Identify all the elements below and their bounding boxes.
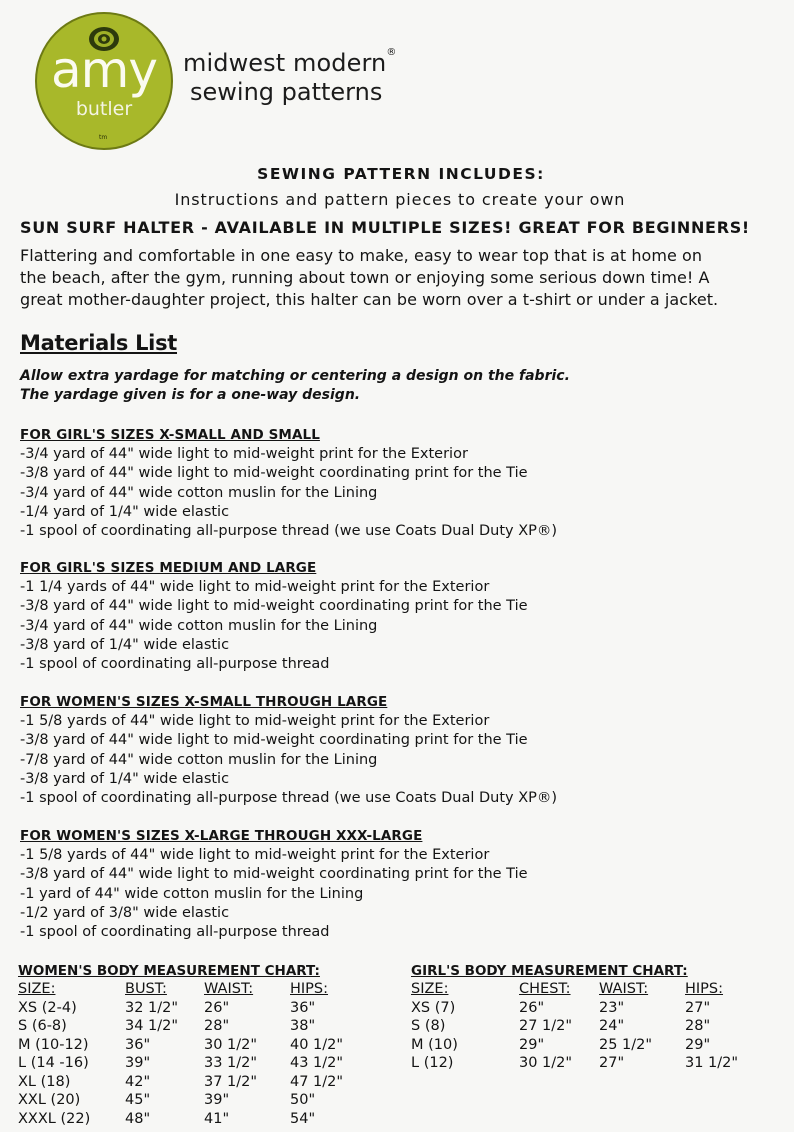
column-header: WAIST: bbox=[599, 981, 649, 997]
section-heading: FOR GIRL'S SIZES MEDIUM AND LARGE bbox=[20, 560, 317, 576]
logo-amy-text: amy bbox=[51, 41, 157, 99]
pattern-description bbox=[20, 245, 780, 311]
table-cell: 29" bbox=[519, 1036, 545, 1053]
material-item: -1 spool of coordinating all-purpose thread bbox=[20, 924, 330, 941]
table-cell: XL (18) bbox=[18, 1073, 71, 1090]
material-item: -1 5/8 yards of 44" wide light to mid-weight print for the Exterior bbox=[20, 713, 490, 730]
column-header: CHEST: bbox=[519, 981, 571, 997]
table-cell: L (12) bbox=[411, 1055, 454, 1071]
amy-butler-logo bbox=[35, 12, 173, 150]
yardage-note bbox=[20, 367, 570, 405]
girls-measurement-chart bbox=[411, 962, 749, 1073]
table-cell: 26" bbox=[204, 999, 230, 1016]
column-header: HIPS: bbox=[290, 981, 329, 997]
table-cell: 50" bbox=[290, 1092, 316, 1108]
logo-trademark: tm bbox=[99, 134, 108, 141]
column-header: WAIST: bbox=[204, 981, 254, 997]
material-item: -1 yard of 44" wide cotton muslin for the Lining bbox=[20, 885, 364, 902]
column-header: HIPS: bbox=[685, 981, 724, 997]
material-item: -3/8 yard of 1/4" wide elastic bbox=[20, 636, 230, 653]
table-cell: 47 1/2" bbox=[290, 1073, 344, 1090]
table-cell: 45" bbox=[125, 1092, 151, 1108]
table-cell: 28" bbox=[685, 1018, 711, 1034]
brand-line-2: sewing patterns bbox=[190, 78, 383, 106]
table-header-row bbox=[411, 980, 749, 999]
table-row bbox=[18, 1054, 350, 1073]
table-cell: 31 1/2" bbox=[685, 1055, 739, 1071]
column-header: SIZE: bbox=[411, 981, 449, 997]
material-item: -3/8 yard of 44" wide light to mid-weight coordinating print for the Tie bbox=[20, 866, 528, 883]
materials-section-womens-xs-l bbox=[20, 693, 557, 808]
girls-measurement-table bbox=[411, 980, 749, 1073]
registered-mark: ® bbox=[386, 47, 397, 58]
materials-section-girls-m-l bbox=[20, 559, 528, 674]
table-cell: 42" bbox=[125, 1073, 151, 1090]
note-line: Allow extra yardage for matching or centering a design on the fabric. bbox=[20, 368, 570, 384]
material-item: -3/8 yard of 44" wide light to mid-weight coordinating print for the Tie bbox=[20, 465, 528, 482]
column-header: SIZE: bbox=[18, 981, 56, 997]
material-item: -1 spool of coordinating all-purpose thread (we use Coats Dual Duty XP®) bbox=[20, 790, 558, 807]
material-item: -3/8 yard of 1/4" wide elastic bbox=[20, 770, 230, 787]
table-cell: 30 1/2" bbox=[204, 1036, 258, 1053]
includes-subtitle: Instructions and pattern pieces to create your own bbox=[174, 190, 626, 209]
table-cell: 39" bbox=[125, 1055, 151, 1071]
section-heading: FOR GIRL'S SIZES X-SMALL AND SMALL bbox=[20, 427, 320, 443]
material-item: -3/8 yard of 44" wide light to mid-weight coordinating print for the Tie bbox=[20, 732, 528, 749]
table-row bbox=[18, 1073, 350, 1092]
table-cell: 37 1/2" bbox=[204, 1073, 258, 1090]
pattern-headline: SUN SURF HALTER - AVAILABLE IN MULTIPLE SIZES! GREAT FOR BEGINNERS! bbox=[20, 218, 750, 237]
table-cell: 43 1/2" bbox=[290, 1055, 344, 1071]
table-row bbox=[411, 1017, 749, 1036]
table-row bbox=[18, 1036, 350, 1055]
table-cell: XS (2-4) bbox=[18, 999, 77, 1016]
column-header: BUST: bbox=[125, 981, 167, 997]
table-cell: 36" bbox=[125, 1036, 151, 1053]
table-row bbox=[18, 999, 350, 1018]
material-item: -7/8 yard of 44" wide cotton muslin for the Lining bbox=[20, 751, 378, 768]
table-cell: 29" bbox=[685, 1036, 711, 1053]
table-cell: 32 1/2" bbox=[125, 999, 179, 1016]
table-cell: 38" bbox=[290, 1018, 316, 1034]
table-cell: XXXL (22) bbox=[18, 1110, 91, 1127]
table-cell: L (14 -16) bbox=[18, 1055, 89, 1071]
table-cell: M (10) bbox=[411, 1036, 458, 1053]
material-item: -1 1/4 yards of 44" wide light to mid-weight print for the Exterior bbox=[20, 579, 490, 596]
includes-title: SEWING PATTERN INCLUDES: bbox=[257, 165, 545, 183]
section-heading: FOR WOMEN'S SIZES X-LARGE THROUGH XXX-LARGE bbox=[20, 828, 423, 844]
chart-title: WOMEN'S BODY MEASUREMENT CHART: bbox=[18, 963, 320, 979]
chart-title: GIRL'S BODY MEASUREMENT CHART: bbox=[411, 963, 688, 979]
section-heading: FOR WOMEN'S SIZES X-SMALL THROUGH LARGE bbox=[20, 694, 388, 710]
table-cell: 24" bbox=[599, 1018, 625, 1034]
note-line: The yardage given is for a one-way design. bbox=[20, 387, 361, 403]
table-cell: 41" bbox=[204, 1110, 230, 1127]
materials-section-girls-xs-s bbox=[20, 426, 557, 541]
material-item: -3/4 yard of 44" wide cotton muslin for the Lining bbox=[20, 617, 378, 634]
table-row bbox=[18, 1017, 350, 1036]
table-cell: 27" bbox=[599, 1055, 625, 1071]
description-line: Flattering and comfortable in one easy to make, easy to wear top that is at home on bbox=[20, 246, 703, 265]
table-cell: 40 1/2" bbox=[290, 1036, 344, 1053]
material-item: -1 spool of coordinating all-purpose thread bbox=[20, 656, 330, 673]
table-cell: 54" bbox=[290, 1110, 316, 1127]
table-row bbox=[411, 1036, 749, 1055]
womens-measurement-chart bbox=[18, 962, 350, 1128]
table-cell: 27" bbox=[685, 999, 711, 1016]
table-cell: XXL (20) bbox=[18, 1092, 81, 1108]
material-item: -1/2 yard of 3/8" wide elastic bbox=[20, 904, 230, 921]
table-row bbox=[411, 1054, 749, 1073]
material-item: -1 5/8 yards of 44" wide light to mid-weight print for the Exterior bbox=[20, 847, 490, 864]
table-header-row bbox=[18, 980, 350, 999]
table-cell: 48" bbox=[125, 1110, 151, 1127]
table-row bbox=[18, 1091, 350, 1110]
material-item: -3/8 yard of 44" wide light to mid-weight coordinating print for the Tie bbox=[20, 598, 528, 615]
materials-section-womens-xl-xxxl bbox=[20, 827, 528, 942]
material-item: -3/4 yard of 44" wide light to mid-weight print for the Exterior bbox=[20, 446, 468, 463]
table-cell: 36" bbox=[290, 999, 316, 1016]
table-cell: 30 1/2" bbox=[519, 1055, 573, 1071]
table-row bbox=[18, 1110, 350, 1129]
material-item: -3/4 yard of 44" wide cotton muslin for the Lining bbox=[20, 484, 378, 501]
table-cell: XS (7) bbox=[411, 999, 456, 1016]
table-cell: 34 1/2" bbox=[125, 1018, 179, 1034]
table-cell: 28" bbox=[204, 1018, 230, 1034]
table-cell: 23" bbox=[599, 999, 625, 1016]
description-line: the beach, after the gym, running about town or enjoying some serious down time! A bbox=[20, 268, 710, 287]
womens-measurement-table bbox=[18, 980, 350, 1128]
table-cell: 27 1/2" bbox=[519, 1018, 573, 1034]
materials-list-title: Materials List bbox=[20, 331, 178, 355]
brand-line-1: midwest modern® bbox=[183, 47, 397, 77]
description-line: great mother-daughter project, this halter can be worn over a t-shirt or under a jacket. bbox=[20, 290, 719, 309]
table-cell: M (10-12) bbox=[18, 1036, 89, 1053]
table-cell: S (8) bbox=[411, 1018, 446, 1034]
table-cell: 26" bbox=[519, 999, 545, 1016]
logo-butler-text: butler bbox=[75, 98, 133, 120]
table-row bbox=[411, 999, 749, 1018]
material-item: -1/4 yard of 1/4" wide elastic bbox=[20, 503, 230, 520]
table-cell: 33 1/2" bbox=[204, 1055, 258, 1071]
table-cell: 39" bbox=[204, 1092, 230, 1108]
table-cell: S (6-8) bbox=[18, 1018, 67, 1034]
table-cell: 25 1/2" bbox=[599, 1036, 653, 1053]
material-item: -1 spool of coordinating all-purpose thread (we use Coats Dual Duty XP®) bbox=[20, 523, 558, 540]
